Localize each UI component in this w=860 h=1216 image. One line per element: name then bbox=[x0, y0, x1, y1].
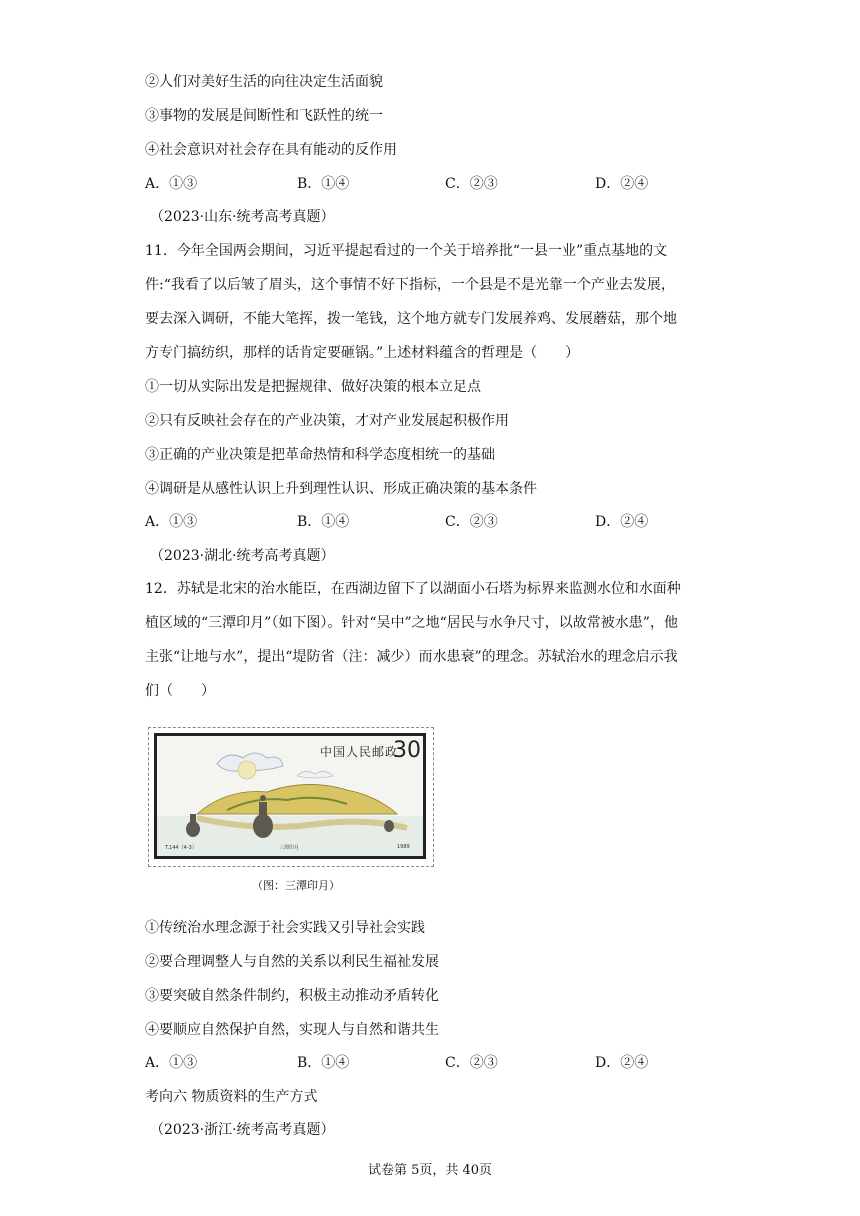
stamp-figure bbox=[148, 727, 434, 867]
question-stem: 主张“让地与水”，提出“堤防省（注：减少）而水患衰”的理念。苏轼治水的理念启示我 bbox=[145, 649, 678, 665]
option-line: ③正确的产业决策是把革命热情和科学态度相统一的基础 bbox=[145, 447, 495, 463]
option-line: ④社会意识对社会存在具有能动的反作用 bbox=[145, 142, 397, 158]
option-line: ④调研是从感性认识上升到理性认识、形成正确决策的基本条件 bbox=[145, 481, 537, 497]
question-source: （2023·浙江·统考高考真题） bbox=[150, 1122, 335, 1138]
question-stem: 要去深入调研，不能大笔挥，拨一笔钱，这个地方就专门发展养鸡、发展蘑菇，那个地 bbox=[145, 311, 677, 327]
question-source: （2023·湖北·统考高考真题） bbox=[150, 548, 335, 564]
option-line: ②人们对美好生活的向往决定生活面貌 bbox=[145, 74, 383, 90]
page-footer: 试卷第 5页，共 40页 bbox=[367, 1163, 493, 1178]
answer-d[interactable]: D．②④ bbox=[595, 1055, 649, 1071]
question-source: （2023·山东·统考高考真题） bbox=[150, 209, 335, 225]
stamp-title: 中国人民邮政 bbox=[320, 745, 399, 759]
option-line: ③事物的发展是间断性和飞跃性的统一 bbox=[145, 108, 383, 124]
option-line: ②只有反映社会存在的产业决策，才对产业发展起积极作用 bbox=[145, 413, 509, 429]
answer-b[interactable]: B．①④ bbox=[297, 1055, 350, 1071]
stamp-year: 1989 bbox=[397, 844, 410, 850]
option-line: ③要突破自然条件制约，积极主动推动矛盾转化 bbox=[145, 988, 439, 1004]
answer-a[interactable]: A．①③ bbox=[145, 1055, 198, 1071]
question-stem: 植区域的“三潭印月”（如下图）。针对“吴中”之地“居民与水争尺寸，以故常被水患”，他 bbox=[145, 615, 678, 631]
figure-caption: （图：三潭印月） bbox=[252, 879, 340, 892]
question-stem: 方专门搞纺织，那样的话肯定要砸锅。”上述材料蕴含的哲理是（ ） bbox=[145, 345, 580, 361]
answer-a[interactable]: A．①③ bbox=[145, 514, 198, 530]
section-heading: 考向六 物质资料的生产方式 bbox=[145, 1089, 318, 1105]
stamp-code: T.144（4-3） bbox=[165, 845, 197, 851]
question-stem: 件:“我看了以后皱了眉头，这个事情不好下指标，一个县是不是光靠一个产业去发展， bbox=[145, 277, 675, 293]
answer-d[interactable]: D．②④ bbox=[595, 514, 649, 530]
answer-a[interactable]: A．①③ bbox=[145, 176, 198, 192]
stamp-image bbox=[154, 733, 426, 859]
answer-b[interactable]: B．①④ bbox=[297, 176, 350, 192]
stamp-value: 30 bbox=[393, 738, 421, 763]
answer-c[interactable]: C．②③ bbox=[445, 1055, 498, 1071]
question-stem: 12．苏轼是北宋的治水能臣，在西湖边留下了以湖面小石塔为标界来监测水位和水面种 bbox=[145, 581, 681, 597]
option-line: ②要合理调整人与自然的关系以利民生福祉发展 bbox=[145, 954, 439, 970]
stamp-name: 三潭印月 bbox=[279, 845, 300, 851]
question-stem: 11．今年全国两会期间，习近平提起看过的一个关于培养批“一县一业”重点基地的文 bbox=[145, 243, 668, 259]
answer-c[interactable]: C．②③ bbox=[445, 514, 498, 530]
option-line: ④要顺应自然保护自然，实现人与自然和谐共生 bbox=[145, 1022, 439, 1038]
question-stem: 们（ ） bbox=[145, 683, 215, 699]
answer-d[interactable]: D．②④ bbox=[595, 176, 649, 192]
option-line: ①传统治水理念源于社会实践又引导社会实践 bbox=[145, 920, 425, 936]
answer-b[interactable]: B．①④ bbox=[297, 514, 350, 530]
option-line: ①一切从实际出发是把握规律、做好决策的根本立足点 bbox=[145, 379, 481, 395]
answer-c[interactable]: C．②③ bbox=[445, 176, 498, 192]
